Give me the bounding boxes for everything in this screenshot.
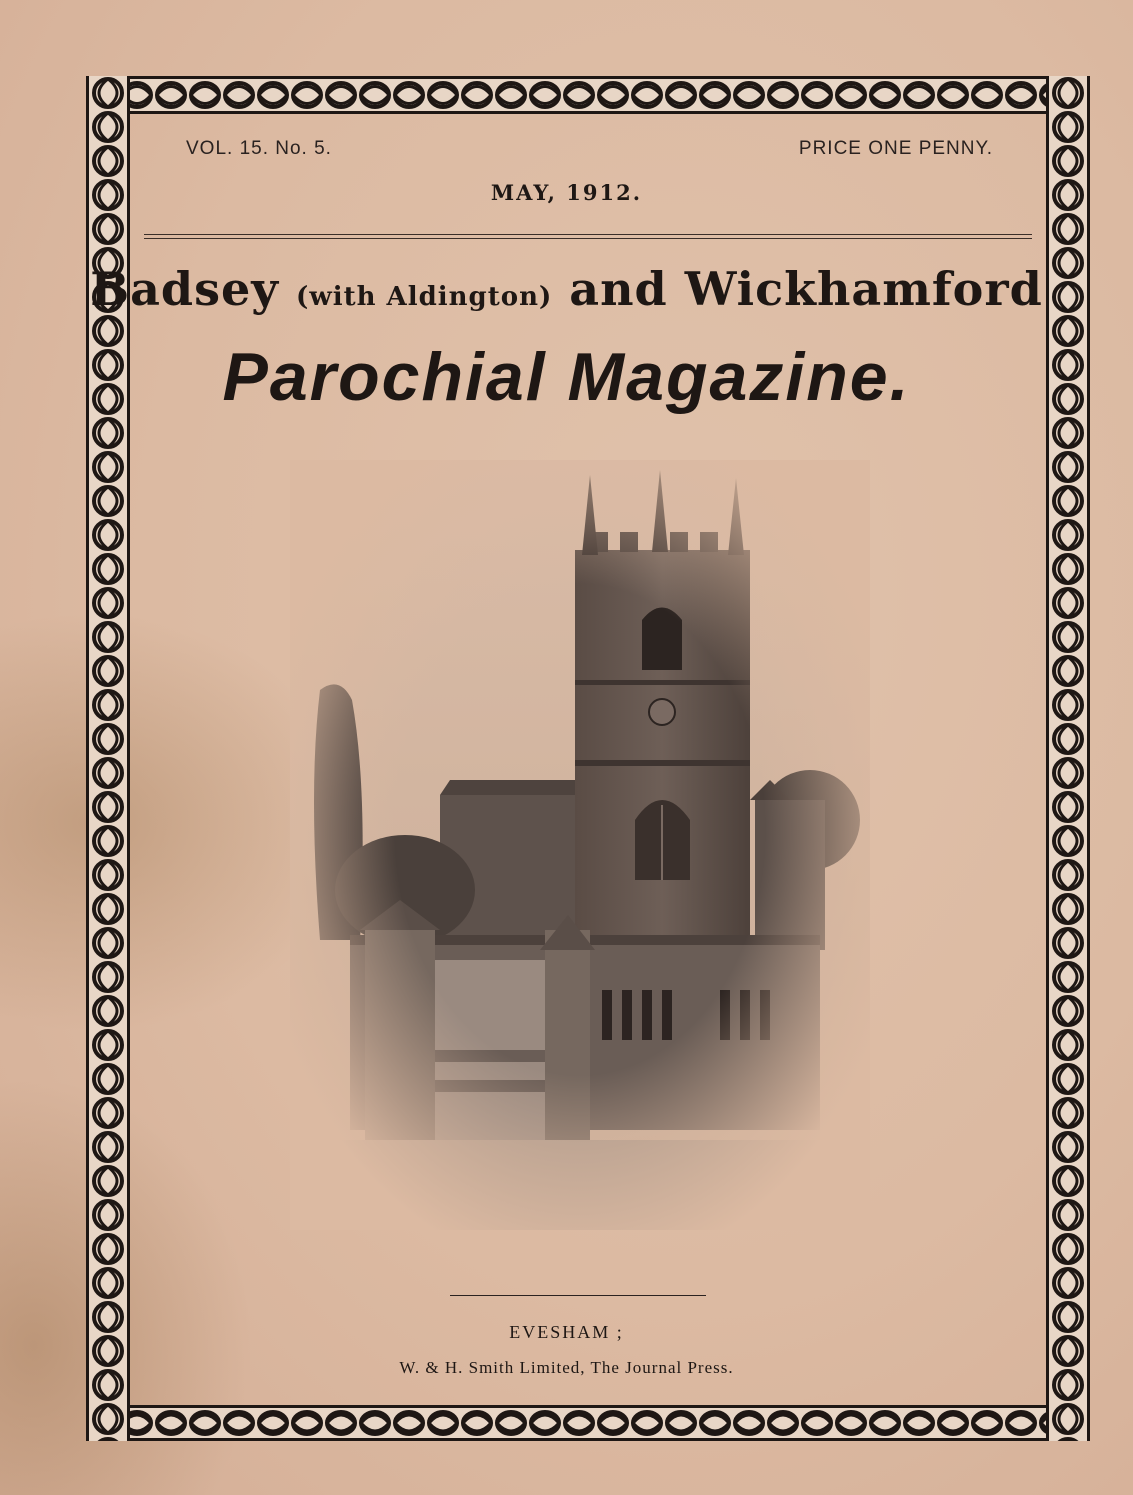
volume-number: VOL. 15. No. 5. [186,138,332,159]
place-of-publication: EVESHAM ; [509,1322,624,1342]
publisher: W. & H. Smith Limited, The Journal Press. [399,1358,734,1377]
title-badsey: Badsey [90,262,297,316]
title-wickhamford: and Wickhamford [552,262,1043,316]
footer-rule [450,1295,706,1296]
ornamental-border-bottom-icon [86,1405,1090,1441]
header-rule [144,234,1032,235]
title-line-1 [0,262,1133,316]
church-tower-photo-icon [290,460,870,1230]
title-with-aldington: (with Aldington) [296,282,553,312]
header-rule [144,238,1032,239]
issue-date: MAY, 1912. [490,180,643,205]
ornamental-border-top-icon [86,76,1090,114]
title-line-2: Parochial Magazine. [222,339,911,415]
price: PRICE ONE PENNY. [798,138,993,159]
